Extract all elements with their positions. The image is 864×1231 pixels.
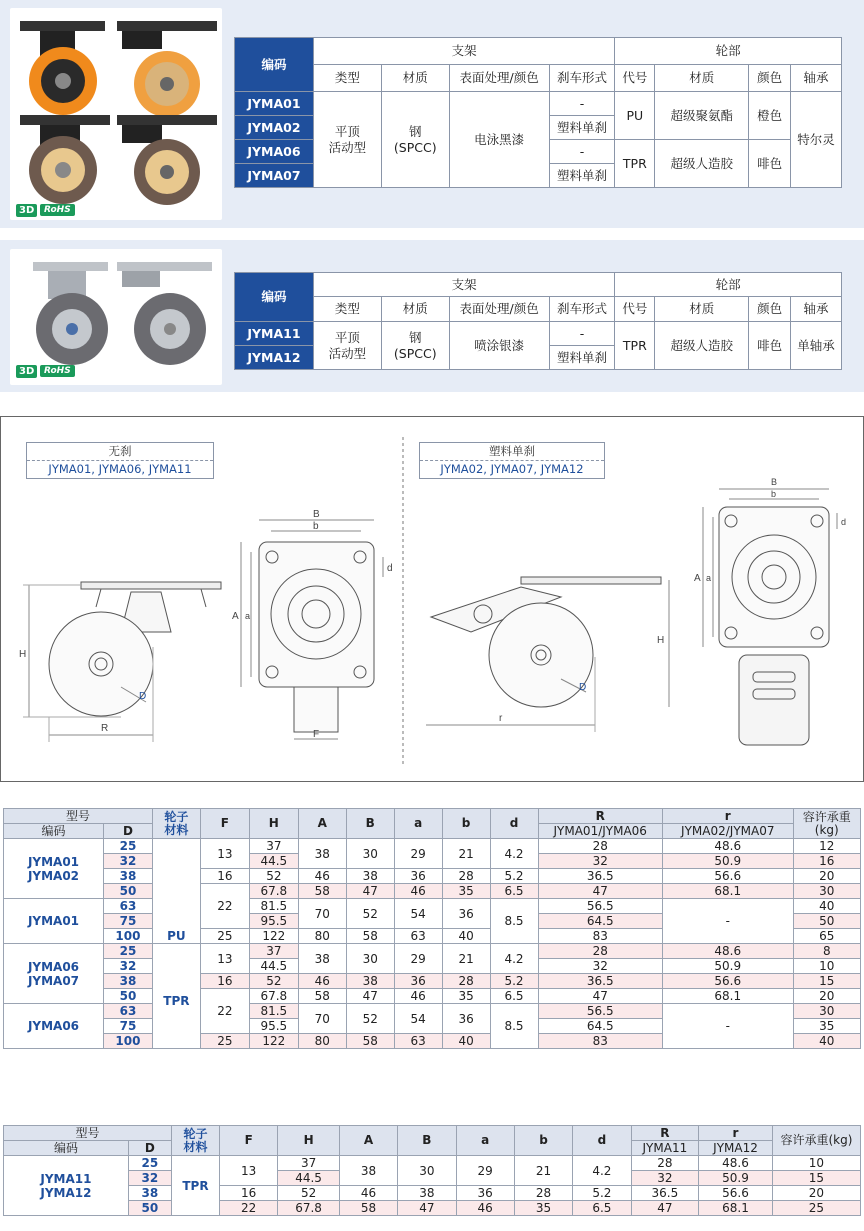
val-a: 63 bbox=[394, 1034, 442, 1049]
val-R: 36.5 bbox=[538, 974, 662, 989]
nobrake-title: 无刹 bbox=[27, 443, 213, 461]
col-B: B bbox=[398, 1126, 456, 1156]
spec-wheel-header: 轮部 bbox=[615, 38, 842, 65]
top-view-brake bbox=[694, 477, 846, 745]
spec-wheel-material: 超级人造胶 bbox=[655, 140, 749, 188]
val-A: 46 bbox=[298, 974, 346, 989]
val-H: 81.5 bbox=[249, 1004, 298, 1019]
spec-code: JYMA07 bbox=[235, 164, 314, 188]
diameter: 38 bbox=[103, 974, 152, 989]
spec-bearing: 单轴承 bbox=[791, 322, 842, 370]
spec-type-header: 类型 bbox=[313, 65, 381, 92]
col-F: F bbox=[200, 809, 249, 839]
val-load: 65 bbox=[793, 929, 860, 944]
model-code: JYMA06 JYMA07 bbox=[4, 944, 104, 1004]
diameter: 25 bbox=[103, 944, 152, 959]
dimension-table-2 bbox=[3, 1125, 861, 1216]
val-load: 15 bbox=[793, 974, 860, 989]
val-F: 16 bbox=[220, 1186, 278, 1201]
col-d: d bbox=[490, 809, 538, 839]
diameter: 75 bbox=[103, 914, 152, 929]
dim-b-left: b bbox=[313, 521, 319, 532]
val-load: 40 bbox=[793, 899, 860, 914]
dim-H-left: H bbox=[19, 649, 27, 660]
diameter: 100 bbox=[103, 929, 152, 944]
spec-surface-header: 表面处理/颜色 bbox=[449, 65, 549, 92]
val-R: 36.5 bbox=[631, 1186, 699, 1201]
val-load: 20 bbox=[772, 1186, 860, 1201]
val-r: 48.6 bbox=[662, 839, 793, 854]
spec-brake: 塑料单刹 bbox=[549, 346, 615, 370]
model-code: JYMA01 bbox=[4, 899, 104, 944]
val-B: 47 bbox=[398, 1201, 456, 1216]
val-r: 68.1 bbox=[662, 884, 793, 899]
col-wheel-material: 轮子 材料 bbox=[152, 809, 200, 839]
dim-A-right: A bbox=[694, 573, 701, 584]
spec-code: JYMA01 bbox=[235, 92, 314, 116]
val-B: 52 bbox=[346, 899, 394, 929]
val-d: 8.5 bbox=[490, 899, 538, 944]
col-r-sub: JYMA12 bbox=[699, 1141, 773, 1156]
val-H: 44.5 bbox=[278, 1171, 339, 1186]
val-F: 22 bbox=[200, 989, 249, 1034]
val-A: 38 bbox=[298, 839, 346, 869]
val-A: 80 bbox=[298, 929, 346, 944]
val-A: 46 bbox=[298, 869, 346, 884]
val-b: 21 bbox=[514, 1156, 572, 1186]
dim-r: r bbox=[499, 713, 503, 724]
val-r: - bbox=[662, 1004, 793, 1049]
val-A: 38 bbox=[298, 944, 346, 974]
val-F: 22 bbox=[220, 1201, 278, 1216]
spec-wheel-code: PU bbox=[615, 92, 655, 140]
val-load: 50 bbox=[793, 914, 860, 929]
val-F: 22 bbox=[200, 884, 249, 929]
val-r: - bbox=[662, 899, 793, 944]
product-photo-2 bbox=[10, 249, 222, 385]
diameter: 32 bbox=[103, 959, 152, 974]
spec-surface-header: 表面处理/颜色 bbox=[449, 297, 549, 322]
dim-a-left: a bbox=[245, 611, 251, 621]
3d-badge: 3D bbox=[16, 365, 37, 378]
val-A: 80 bbox=[298, 1034, 346, 1049]
spec-bearing: 特尔灵 bbox=[791, 92, 842, 188]
val-a: 46 bbox=[394, 884, 442, 899]
val-a: 54 bbox=[394, 899, 442, 929]
dim-d-left: d bbox=[387, 563, 393, 574]
spec-code-header: 编码 bbox=[235, 38, 314, 92]
val-R: 36.5 bbox=[538, 869, 662, 884]
val-b: 40 bbox=[442, 1034, 490, 1049]
val-b: 35 bbox=[442, 884, 490, 899]
top-view-nobrake bbox=[232, 509, 393, 740]
val-F: 16 bbox=[200, 974, 249, 989]
col-R-sub: JYMA01/JYMA06 bbox=[538, 824, 662, 839]
diameter: 75 bbox=[103, 1019, 152, 1034]
col-model: 型号 bbox=[4, 1126, 172, 1141]
col-R: R bbox=[631, 1126, 699, 1141]
val-R: 64.5 bbox=[538, 1019, 662, 1034]
val-B: 58 bbox=[346, 1034, 394, 1049]
val-R: 28 bbox=[631, 1156, 699, 1171]
spec-code-header: 编码 bbox=[235, 273, 314, 322]
val-r: 68.1 bbox=[662, 989, 793, 1004]
col-model: 型号 bbox=[4, 809, 153, 824]
col-a: a bbox=[394, 809, 442, 839]
spec-color-header: 颜色 bbox=[749, 65, 791, 92]
spec-brake: - bbox=[549, 322, 615, 346]
val-b: 28 bbox=[442, 869, 490, 884]
spec-wheel-material: 超级人造胶 bbox=[655, 322, 749, 370]
val-R: 83 bbox=[538, 1034, 662, 1049]
val-b: 21 bbox=[442, 839, 490, 869]
dimension-table-1 bbox=[3, 808, 861, 1049]
dim-A-left: A bbox=[232, 611, 239, 622]
val-b: 28 bbox=[514, 1186, 572, 1201]
dim-a-right: a bbox=[706, 573, 712, 583]
col-H: H bbox=[278, 1126, 339, 1156]
val-r: 48.6 bbox=[699, 1156, 773, 1171]
val-F: 25 bbox=[200, 929, 249, 944]
val-H: 37 bbox=[249, 839, 298, 854]
val-b: 28 bbox=[442, 974, 490, 989]
dim-B-left: B bbox=[313, 509, 320, 520]
val-b: 36 bbox=[442, 899, 490, 929]
spec-table-2 bbox=[234, 272, 842, 370]
col-code: 编码 bbox=[4, 1141, 129, 1156]
spec-material: 钢 (SPCC) bbox=[381, 92, 449, 188]
val-b: 40 bbox=[442, 929, 490, 944]
val-b: 35 bbox=[442, 989, 490, 1004]
rohs-badge: RoHS bbox=[40, 204, 75, 216]
val-B: 47 bbox=[346, 989, 394, 1004]
col-R: R bbox=[538, 809, 662, 824]
val-F: 13 bbox=[220, 1156, 278, 1186]
spec-type: 平顶 活动型 bbox=[313, 322, 381, 370]
col-wheel-material: 轮子 材料 bbox=[171, 1126, 219, 1156]
spec-type-header: 类型 bbox=[313, 297, 381, 322]
val-R: 47 bbox=[538, 884, 662, 899]
dim-b-right: b bbox=[771, 489, 777, 499]
diameter: 50 bbox=[103, 989, 152, 1004]
val-H: 122 bbox=[249, 1034, 298, 1049]
val-A: 58 bbox=[298, 989, 346, 1004]
col-R-sub: JYMA11 bbox=[631, 1141, 699, 1156]
val-B: 38 bbox=[346, 869, 394, 884]
spec-bracket-header: 支架 bbox=[313, 273, 614, 297]
val-d: 5.2 bbox=[490, 974, 538, 989]
col-D: D bbox=[128, 1141, 171, 1156]
col-b: b bbox=[514, 1126, 572, 1156]
val-load: 10 bbox=[772, 1156, 860, 1171]
val-load: 30 bbox=[793, 884, 860, 899]
model-code: JYMA11 JYMA12 bbox=[4, 1156, 129, 1216]
val-A: 38 bbox=[339, 1156, 397, 1186]
spec-bearing-header: 轴承 bbox=[791, 297, 842, 322]
spec-wheel-color: 啡色 bbox=[749, 322, 791, 370]
col-load: 容许承重(kg) bbox=[772, 1126, 860, 1156]
wheel-material: TPR bbox=[171, 1156, 219, 1216]
spec-brake: 塑料单刹 bbox=[549, 116, 615, 140]
val-H: 81.5 bbox=[249, 899, 298, 914]
col-A: A bbox=[339, 1126, 397, 1156]
val-load: 16 bbox=[793, 854, 860, 869]
brake-title: 塑料单刹 bbox=[420, 443, 604, 461]
diameter: 38 bbox=[128, 1186, 171, 1201]
val-H: 95.5 bbox=[249, 914, 298, 929]
val-d: 6.5 bbox=[490, 884, 538, 899]
val-d: 5.2 bbox=[573, 1186, 631, 1201]
val-B: 30 bbox=[346, 839, 394, 869]
val-R: 32 bbox=[631, 1171, 699, 1186]
val-a: 36 bbox=[394, 974, 442, 989]
side-view-nobrake bbox=[19, 582, 221, 742]
val-load: 35 bbox=[793, 1019, 860, 1034]
diameter: 50 bbox=[103, 884, 152, 899]
val-load: 40 bbox=[793, 1034, 860, 1049]
val-R: 56.5 bbox=[538, 1004, 662, 1019]
val-r: 68.1 bbox=[699, 1201, 773, 1216]
val-H: 52 bbox=[249, 869, 298, 884]
val-B: 38 bbox=[398, 1186, 456, 1201]
val-a: 36 bbox=[394, 869, 442, 884]
model-code: JYMA01 JYMA02 bbox=[4, 839, 104, 899]
val-load: 10 bbox=[793, 959, 860, 974]
spec-brake-header: 刹车形式 bbox=[549, 65, 615, 92]
val-H: 37 bbox=[278, 1156, 339, 1171]
spec-table-1 bbox=[234, 37, 842, 188]
spec-wcode-header: 代号 bbox=[615, 65, 655, 92]
col-F: F bbox=[220, 1126, 278, 1156]
caster-drawings bbox=[1, 417, 863, 781]
col-d: d bbox=[573, 1126, 631, 1156]
val-load: 8 bbox=[793, 944, 860, 959]
col-H: H bbox=[249, 809, 298, 839]
spec-bearing-header: 轴承 bbox=[791, 65, 842, 92]
val-F: 13 bbox=[200, 839, 249, 869]
val-r: 56.6 bbox=[662, 974, 793, 989]
val-b: 36 bbox=[442, 1004, 490, 1034]
val-d: 4.2 bbox=[490, 944, 538, 974]
val-B: 30 bbox=[398, 1156, 456, 1186]
val-R: 47 bbox=[631, 1201, 699, 1216]
dim-D-right: D bbox=[579, 682, 587, 693]
val-a: 29 bbox=[394, 839, 442, 869]
val-H: 52 bbox=[278, 1186, 339, 1201]
spec-brake: 塑料单刹 bbox=[549, 164, 615, 188]
val-b: 35 bbox=[514, 1201, 572, 1216]
val-R: 32 bbox=[538, 854, 662, 869]
spec-color-header: 颜色 bbox=[749, 297, 791, 322]
val-load: 12 bbox=[793, 839, 860, 854]
spec-wmaterial-header: 材质 bbox=[655, 297, 749, 322]
dim-R: R bbox=[101, 723, 109, 734]
val-d: 8.5 bbox=[490, 1004, 538, 1049]
val-H: 44.5 bbox=[249, 854, 298, 869]
val-d: 5.2 bbox=[490, 869, 538, 884]
val-B: 47 bbox=[346, 884, 394, 899]
val-a: 46 bbox=[456, 1201, 514, 1216]
val-R: 47 bbox=[538, 989, 662, 1004]
col-B: B bbox=[346, 809, 394, 839]
diameter: 38 bbox=[103, 869, 152, 884]
3d-badge: 3D bbox=[16, 204, 37, 217]
val-b: 21 bbox=[442, 944, 490, 974]
val-d: 4.2 bbox=[490, 839, 538, 869]
spec-wheel-code: TPR bbox=[615, 322, 655, 370]
val-H: 44.5 bbox=[249, 959, 298, 974]
diameter: 32 bbox=[103, 854, 152, 869]
val-load: 20 bbox=[793, 989, 860, 1004]
diameter: 50 bbox=[128, 1201, 171, 1216]
diameter: 25 bbox=[103, 839, 152, 854]
col-r: r bbox=[662, 809, 793, 824]
val-r: 50.9 bbox=[699, 1171, 773, 1186]
val-d: 4.2 bbox=[573, 1156, 631, 1186]
val-R: 83 bbox=[538, 929, 662, 944]
val-load: 15 bbox=[772, 1171, 860, 1186]
val-A: 70 bbox=[298, 1004, 346, 1034]
val-H: 122 bbox=[249, 929, 298, 944]
val-H: 52 bbox=[249, 974, 298, 989]
val-H: 95.5 bbox=[249, 1019, 298, 1034]
val-R: 28 bbox=[538, 839, 662, 854]
dim-H-right: H bbox=[657, 635, 665, 646]
spec-brake-header: 刹车形式 bbox=[549, 297, 615, 322]
diameter: 63 bbox=[103, 899, 152, 914]
val-load: 30 bbox=[793, 1004, 860, 1019]
val-R: 28 bbox=[538, 944, 662, 959]
val-R: 64.5 bbox=[538, 914, 662, 929]
col-r: r bbox=[699, 1126, 773, 1141]
spec-code: JYMA11 bbox=[235, 322, 314, 346]
spec-code: JYMA12 bbox=[235, 346, 314, 370]
val-load: 20 bbox=[793, 869, 860, 884]
col-r-sub: JYMA02/JYMA07 bbox=[662, 824, 793, 839]
spec-material-header: 材质 bbox=[381, 297, 449, 322]
val-R: 56.5 bbox=[538, 899, 662, 914]
val-A: 46 bbox=[339, 1186, 397, 1201]
spec-wmaterial-header: 材质 bbox=[655, 65, 749, 92]
model-code: JYMA06 bbox=[4, 1004, 104, 1049]
col-D: D bbox=[103, 824, 152, 839]
col-code: 编码 bbox=[4, 824, 104, 839]
spec-wheel-color: 橙色 bbox=[749, 92, 791, 140]
val-r: 56.6 bbox=[699, 1186, 773, 1201]
spec-material-header: 材质 bbox=[381, 65, 449, 92]
val-F: 16 bbox=[200, 869, 249, 884]
col-A: A bbox=[298, 809, 346, 839]
brake-models: JYMA02, JYMA07, JYMA12 bbox=[440, 462, 584, 476]
spec-brake: - bbox=[549, 92, 615, 116]
val-a: 63 bbox=[394, 929, 442, 944]
val-R: 32 bbox=[538, 959, 662, 974]
spec-code: JYMA06 bbox=[235, 140, 314, 164]
col-a: a bbox=[456, 1126, 514, 1156]
side-view-brake bbox=[426, 577, 669, 732]
val-A: 58 bbox=[339, 1201, 397, 1216]
dimension-drawing bbox=[0, 416, 864, 782]
diameter: 32 bbox=[128, 1171, 171, 1186]
val-d: 6.5 bbox=[490, 989, 538, 1004]
val-load: 25 bbox=[772, 1201, 860, 1216]
diameter: 63 bbox=[103, 1004, 152, 1019]
val-B: 52 bbox=[346, 1004, 394, 1034]
spec-wheel-material: 超级聚氨酯 bbox=[655, 92, 749, 140]
spec-surface: 喷涂银漆 bbox=[449, 322, 549, 370]
val-a: 46 bbox=[394, 989, 442, 1004]
wheel-material: TPR bbox=[152, 944, 200, 1049]
val-r: 56.6 bbox=[662, 869, 793, 884]
val-B: 58 bbox=[346, 929, 394, 944]
product-photo-1 bbox=[10, 8, 222, 220]
col-load: 容许承重(kg) bbox=[793, 809, 860, 839]
val-F: 13 bbox=[200, 944, 249, 974]
dim-B-right: B bbox=[771, 477, 778, 487]
val-B: 38 bbox=[346, 974, 394, 989]
val-r: 50.9 bbox=[662, 854, 793, 869]
nobrake-models: JYMA01, JYMA06, JYMA11 bbox=[48, 462, 192, 476]
val-H: 67.8 bbox=[249, 884, 298, 899]
col-b: b bbox=[442, 809, 490, 839]
val-A: 58 bbox=[298, 884, 346, 899]
spec-wheel-color: 啡色 bbox=[749, 140, 791, 188]
val-F: 25 bbox=[200, 1034, 249, 1049]
dim-d-right: d bbox=[841, 517, 847, 527]
val-a: 29 bbox=[456, 1156, 514, 1186]
val-A: 70 bbox=[298, 899, 346, 929]
val-H: 37 bbox=[249, 944, 298, 959]
caster-photo-illustration bbox=[10, 8, 222, 220]
spec-bracket-header: 支架 bbox=[313, 38, 614, 65]
val-a: 29 bbox=[394, 944, 442, 974]
val-H: 67.8 bbox=[278, 1201, 339, 1216]
val-a: 36 bbox=[456, 1186, 514, 1201]
spec-wheel-header: 轮部 bbox=[615, 273, 842, 297]
val-r: 50.9 bbox=[662, 959, 793, 974]
wheel-material: PU bbox=[152, 839, 200, 944]
val-a: 54 bbox=[394, 1004, 442, 1034]
spec-code: JYMA02 bbox=[235, 116, 314, 140]
dim-F: F bbox=[313, 729, 320, 740]
spec-material: 钢 (SPCC) bbox=[381, 322, 449, 370]
spec-wcode-header: 代号 bbox=[615, 297, 655, 322]
dim-D-left: D bbox=[139, 691, 147, 702]
spec-type: 平顶 活动型 bbox=[313, 92, 381, 188]
diameter: 100 bbox=[103, 1034, 152, 1049]
spec-wheel-code: TPR bbox=[615, 140, 655, 188]
spec-brake: - bbox=[549, 140, 615, 164]
rohs-badge: RoHS bbox=[40, 365, 75, 377]
diameter: 25 bbox=[128, 1156, 171, 1171]
val-d: 6.5 bbox=[573, 1201, 631, 1216]
val-B: 30 bbox=[346, 944, 394, 974]
spec-surface: 电泳黑漆 bbox=[449, 92, 549, 188]
val-H: 67.8 bbox=[249, 989, 298, 1004]
val-r: 48.6 bbox=[662, 944, 793, 959]
